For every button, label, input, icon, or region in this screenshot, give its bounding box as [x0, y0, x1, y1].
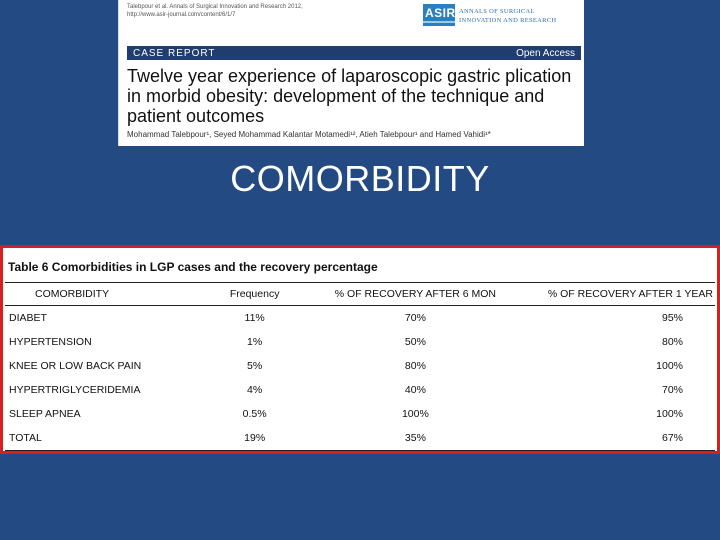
- case-report-label: CASE REPORT: [133, 48, 216, 59]
- journal-name-line-1: ANNALS OF SURGICAL: [459, 8, 535, 15]
- cell-recovery-6-mon: 80%: [404, 360, 426, 372]
- table-caption: Table 6 Comorbidities in LGP cases and the recovery percentage: [8, 260, 378, 274]
- slide-title: COMORBIDITY: [230, 158, 490, 199]
- cell-comorbidity: TOTAL: [5, 426, 197, 451]
- journal-citation-line: Talebpour et al. Annals of Surgical Innovation and Research 2012,: [127, 4, 303, 10]
- cell-recovery-1-year: 95%: [661, 312, 683, 324]
- table-row: [5, 330, 715, 354]
- cell-frequency: 0.5%: [242, 408, 267, 420]
- header-recovery-1-year: % OF RECOVERY AFTER 1 YEAR: [519, 283, 715, 306]
- cell-comorbidity: SLEEP APNEA: [9, 408, 81, 420]
- comorbidity-table-image: [0, 245, 720, 454]
- cell-comorbidity: HYPERTRIGLYCERIDEMIA: [9, 384, 141, 396]
- cell-recovery-6-mon: 40%: [404, 384, 426, 396]
- journal-url-line: http://www.asir-journal.com/content/6/1/7: [127, 12, 236, 18]
- header-frequency: Frequency: [197, 283, 312, 306]
- table-row-total: [5, 426, 715, 451]
- header-recovery-6-mon: % OF RECOVERY AFTER 6 MON: [312, 283, 518, 306]
- asir-logo-text: ASIR: [425, 6, 456, 20]
- cell-recovery-6-mon: 100%: [401, 408, 429, 420]
- cell-frequency: 11%: [244, 312, 265, 324]
- table-row: [5, 378, 715, 402]
- article-authors: Mohammad Talebpour¹, Seyed Mohammad Kalantar Motamedi¹², Atieh Talebpour¹ and Hamed Vahidi¹*: [127, 130, 491, 139]
- table-row: [5, 354, 715, 378]
- cell-recovery-6-mon: 35%: [312, 426, 518, 451]
- cell-recovery-1-year: 70%: [661, 384, 683, 396]
- cell-comorbidity: HYPERTENSION: [9, 336, 92, 348]
- cell-recovery-6-mon: 70%: [404, 312, 426, 324]
- cell-recovery-1-year: 100%: [656, 408, 683, 420]
- cell-frequency: 5%: [247, 360, 263, 372]
- paper-header-image: [118, 0, 584, 146]
- comorbidity-table: [5, 282, 715, 451]
- cell-frequency: 19%: [197, 426, 312, 451]
- article-title: Twelve year experience of laparoscopic gastric plication in morbid obesity: development of the technique and patient outcomes: [127, 66, 572, 126]
- cell-recovery-1-year: 100%: [656, 360, 683, 372]
- cell-comorbidity: KNEE OR LOW BACK PAIN: [9, 360, 142, 372]
- cell-comorbidity: DIABET: [9, 312, 47, 324]
- table-row: [5, 306, 715, 331]
- header-comorbidity: COMORBIDITY: [5, 283, 197, 306]
- table-row: [5, 402, 715, 426]
- cell-frequency: 1%: [247, 336, 263, 348]
- cell-recovery-6-mon: 50%: [404, 336, 426, 348]
- case-report-bar: [127, 46, 581, 60]
- cell-recovery-1-year: 80%: [661, 336, 683, 348]
- table-header-row: [5, 283, 715, 306]
- open-access-label: Open Access: [516, 48, 575, 59]
- cell-frequency: 4%: [247, 384, 263, 396]
- cell-recovery-1-year: 67%: [519, 426, 715, 451]
- journal-name-line-2: INNOVATION AND RESEARCH: [459, 17, 557, 24]
